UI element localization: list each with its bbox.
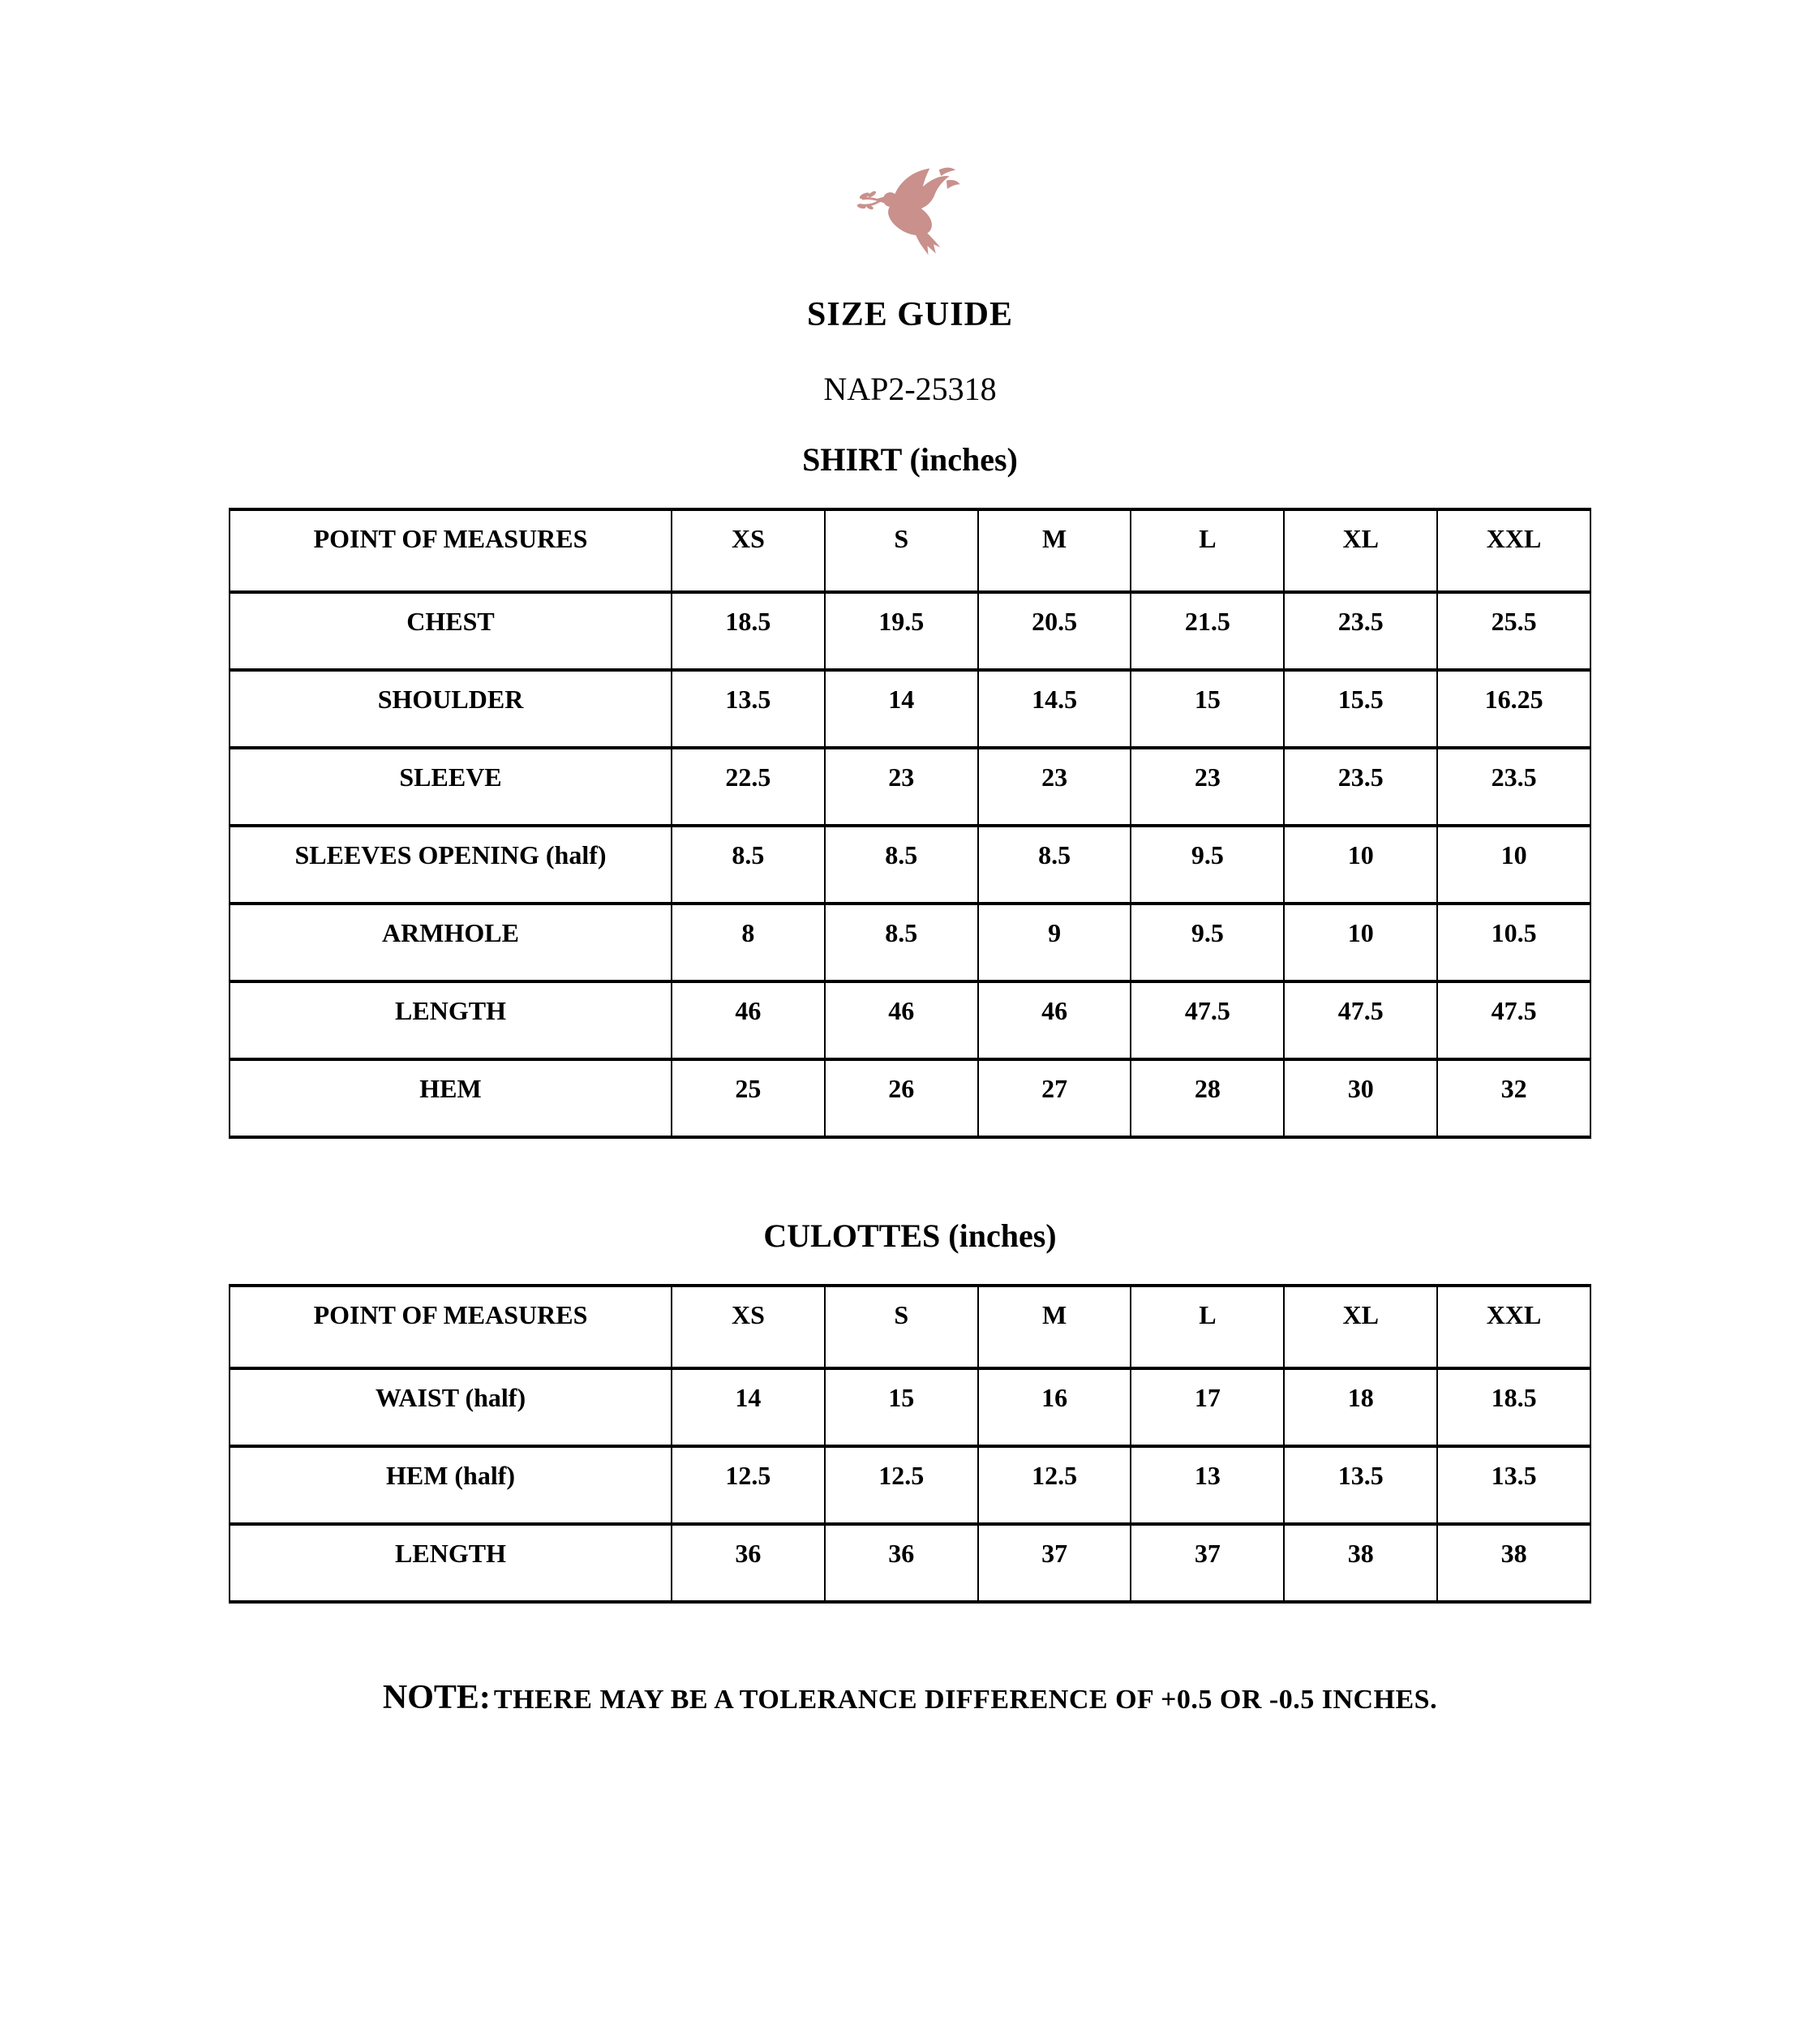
row-label: ARMHOLE: [230, 904, 672, 981]
table-row: [230, 1368, 1590, 1446]
table-row: [230, 1524, 1590, 1602]
measurement-cell: 13.5: [672, 670, 825, 748]
measurement-cell: 12.5: [672, 1446, 825, 1524]
culottes-table-title: CULOTTES (inches): [763, 1217, 1057, 1254]
measurement-cell: 18: [1284, 1368, 1437, 1446]
table-row: [230, 592, 1590, 670]
row-label: CHEST: [230, 592, 672, 670]
measurement-cell: 8: [672, 904, 825, 981]
row-label: LENGTH: [230, 1524, 672, 1602]
measurement-cell: 12.5: [825, 1446, 978, 1524]
measurement-cell: 23: [825, 748, 978, 826]
measurement-cell: 13.5: [1437, 1446, 1590, 1524]
measurement-cell: 28: [1131, 1059, 1284, 1137]
column-header-size: XS: [672, 1286, 825, 1368]
table-row: [230, 1446, 1590, 1524]
column-header-point-of-measures: POINT OF MEASURES: [230, 1286, 672, 1368]
row-label: SLEEVES OPENING (half): [230, 826, 672, 904]
measurement-cell: 15: [1131, 670, 1284, 748]
measurement-cell: 47.5: [1437, 981, 1590, 1059]
measurement-cell: 47.5: [1131, 981, 1284, 1059]
measurement-cell: 23.5: [1437, 748, 1590, 826]
measurement-cell: 26: [825, 1059, 978, 1137]
row-label: SHOULDER: [230, 670, 672, 748]
column-header-size: L: [1131, 1286, 1284, 1368]
column-header-size: XXL: [1437, 1286, 1590, 1368]
column-header-size: XS: [672, 509, 825, 592]
measurement-cell: 15.5: [1284, 670, 1437, 748]
measurement-cell: 37: [1131, 1524, 1284, 1602]
tolerance-note: [0, 1678, 1820, 1717]
row-label: LENGTH: [230, 981, 672, 1059]
culottes-size-table: [229, 1284, 1591, 1604]
table-row: [230, 748, 1590, 826]
column-header-point-of-measures: POINT OF MEASURES: [230, 509, 672, 592]
row-label: SLEEVE: [230, 748, 672, 826]
header-row: [230, 509, 1590, 592]
measurement-cell: 47.5: [1284, 981, 1437, 1059]
row-label: WAIST (half): [230, 1368, 672, 1446]
brand-logo: [849, 164, 971, 259]
measurement-cell: 30: [1284, 1059, 1437, 1137]
note-label: NOTE:: [382, 1679, 491, 1716]
measurement-cell: 46: [978, 981, 1131, 1059]
table-row: [230, 1059, 1590, 1137]
shirt-table-title: SHIRT (inches): [802, 441, 1018, 478]
measurement-cell: 8.5: [672, 826, 825, 904]
column-header-size: S: [825, 1286, 978, 1368]
column-header-size: XL: [1284, 1286, 1437, 1368]
measurement-cell: 14: [825, 670, 978, 748]
table-row: [230, 904, 1590, 981]
table-row: [230, 670, 1590, 748]
measurement-cell: 36: [825, 1524, 978, 1602]
measurement-cell: 9: [978, 904, 1131, 981]
page-title: SIZE GUIDE: [807, 296, 1013, 333]
column-header-size: XL: [1284, 509, 1437, 592]
header-row: [230, 1286, 1590, 1368]
measurement-cell: 14.5: [978, 670, 1131, 748]
measurement-cell: 18.5: [1437, 1368, 1590, 1446]
measurement-cell: 32: [1437, 1059, 1590, 1137]
style-code: NAP2-25318: [823, 371, 997, 407]
measurement-cell: 46: [825, 981, 978, 1059]
measurement-cell: 21.5: [1131, 592, 1284, 670]
measurement-cell: 22.5: [672, 748, 825, 826]
measurement-cell: 8.5: [825, 826, 978, 904]
measurement-cell: 8.5: [978, 826, 1131, 904]
shirt-size-table: [229, 508, 1591, 1139]
measurement-cell: 14: [672, 1368, 825, 1446]
measurement-cell: 13.5: [1284, 1446, 1437, 1524]
measurement-cell: 15: [825, 1368, 978, 1446]
measurement-cell: 13: [1131, 1446, 1284, 1524]
measurement-cell: 36: [672, 1524, 825, 1602]
measurement-cell: 17: [1131, 1368, 1284, 1446]
measurement-cell: 23: [1131, 748, 1284, 826]
column-header-size: S: [825, 509, 978, 592]
measurement-cell: 38: [1437, 1524, 1590, 1602]
column-header-size: L: [1131, 509, 1284, 592]
measurement-cell: 16: [978, 1368, 1131, 1446]
column-header-size: XXL: [1437, 509, 1590, 592]
measurement-cell: 9.5: [1131, 826, 1284, 904]
measurement-cell: 27: [978, 1059, 1131, 1137]
measurement-cell: 16.25: [1437, 670, 1590, 748]
measurement-cell: 46: [672, 981, 825, 1059]
measurement-cell: 8.5: [825, 904, 978, 981]
measurement-cell: 23.5: [1284, 592, 1437, 670]
column-header-size: M: [978, 1286, 1131, 1368]
measurement-cell: 9.5: [1131, 904, 1284, 981]
measurement-cell: 23: [978, 748, 1131, 826]
measurement-cell: 38: [1284, 1524, 1437, 1602]
table-row: [230, 981, 1590, 1059]
measurement-cell: 12.5: [978, 1446, 1131, 1524]
measurement-cell: 23.5: [1284, 748, 1437, 826]
measurement-cell: 25: [672, 1059, 825, 1137]
measurement-cell: 10: [1437, 826, 1590, 904]
measurement-cell: 19.5: [825, 592, 978, 670]
measurement-cell: 10.5: [1437, 904, 1590, 981]
dove-with-olive-branch-icon: [849, 164, 971, 259]
column-header-size: M: [978, 509, 1131, 592]
measurement-cell: 25.5: [1437, 592, 1590, 670]
table-row: [230, 826, 1590, 904]
measurement-cell: 20.5: [978, 592, 1131, 670]
row-label: HEM: [230, 1059, 672, 1137]
measurement-cell: 10: [1284, 826, 1437, 904]
measurement-cell: 10: [1284, 904, 1437, 981]
measurement-cell: 18.5: [672, 592, 825, 670]
measurement-cell: 37: [978, 1524, 1131, 1602]
row-label: HEM (half): [230, 1446, 672, 1524]
note-text: THERE MAY BE A TOLERANCE DIFFERENCE OF +0.5 OR -0.5 INCHES.: [493, 1685, 1438, 1715]
